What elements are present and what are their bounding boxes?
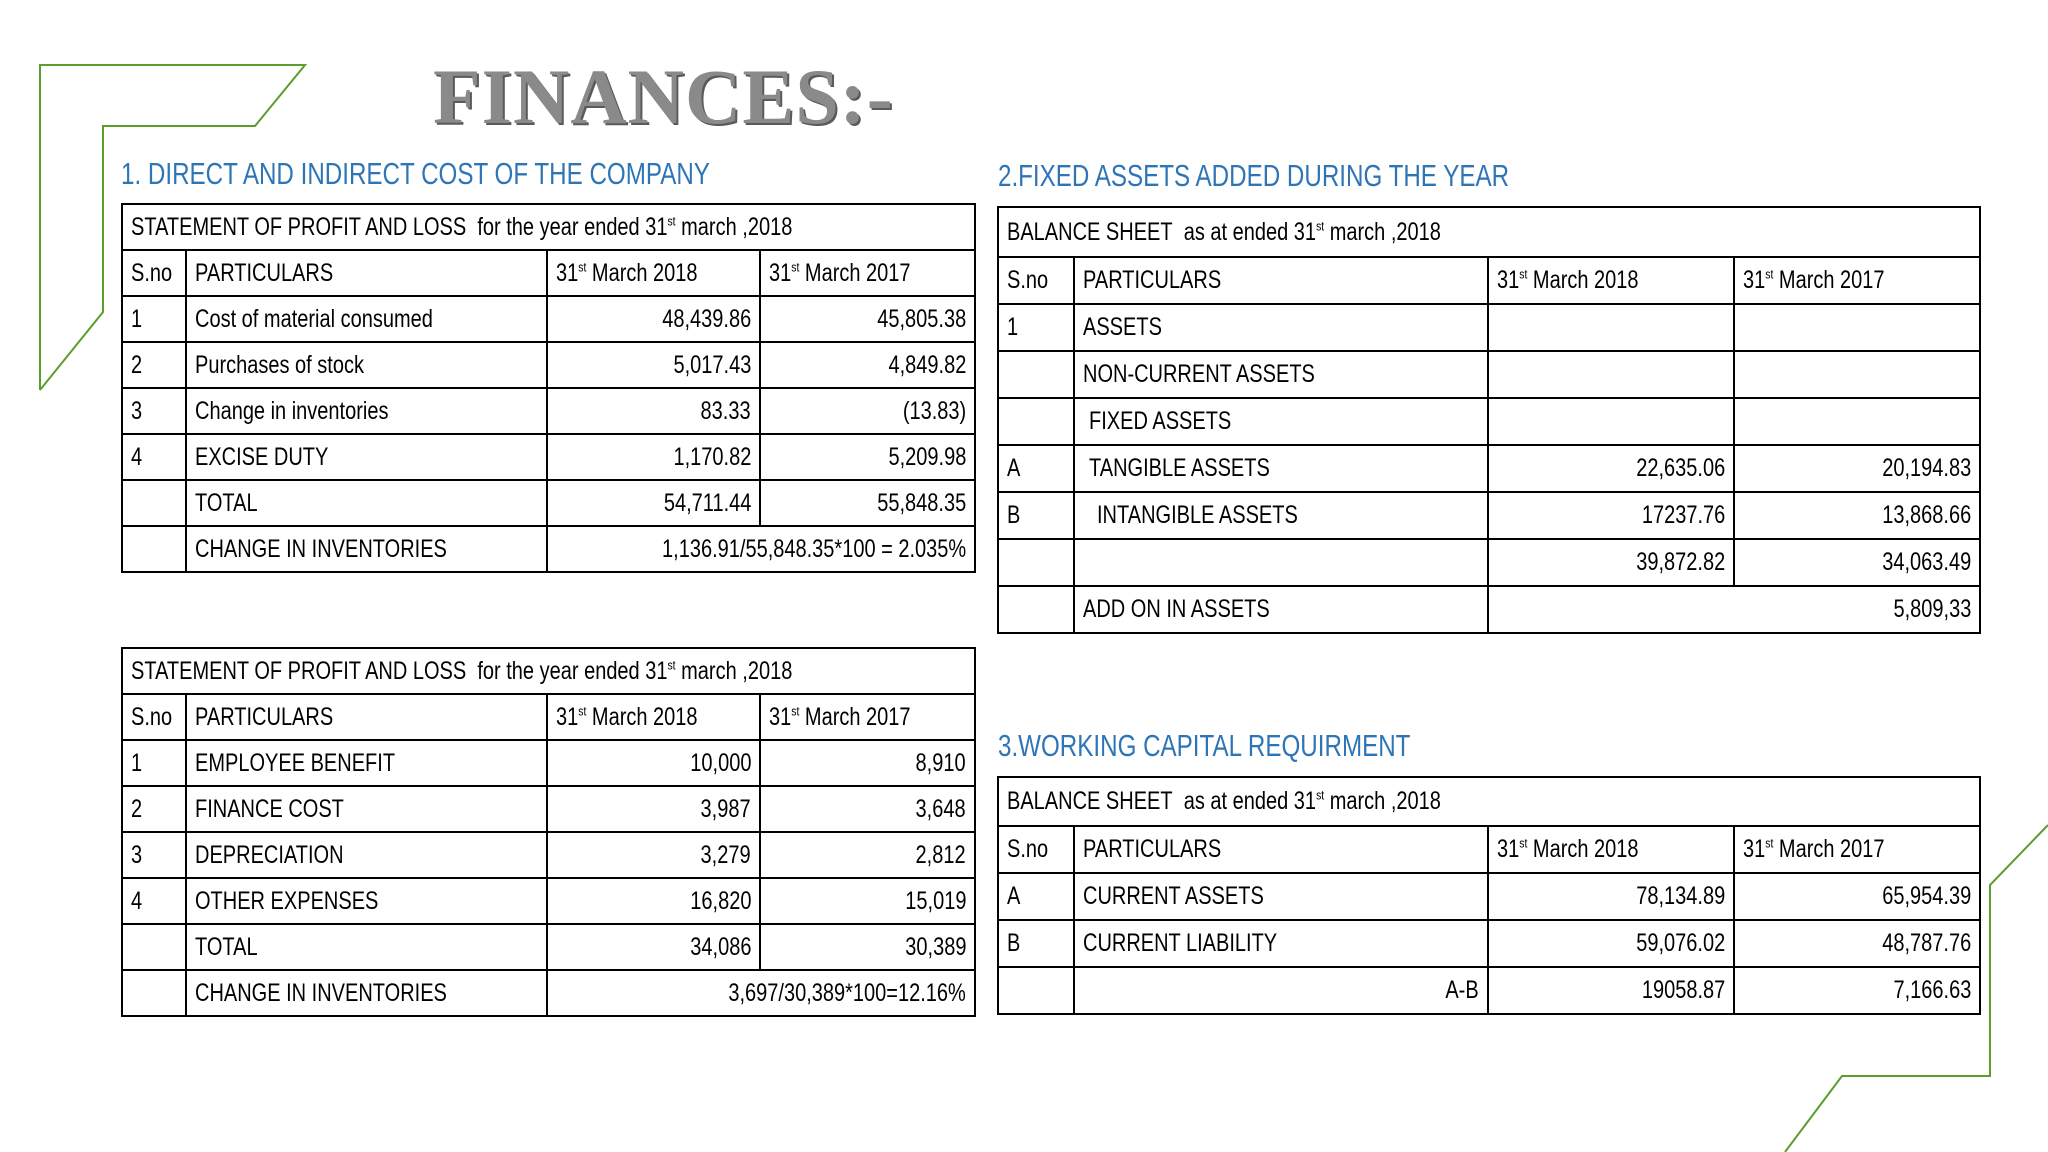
table-row: 1 ASSETS bbox=[998, 304, 1980, 351]
header-sno: S.no bbox=[998, 257, 1074, 304]
header-sno: S.no bbox=[122, 694, 186, 740]
table-caption: BALANCE SHEET as at ended 31st march ,2018 bbox=[998, 207, 1980, 257]
table-row: 4 EXCISE DUTY 1,170.82 5,209.98 bbox=[122, 434, 975, 480]
table-row: 1 Cost of material consumed 48,439.86 45,805.38 bbox=[122, 296, 975, 342]
table-row-total: 39,872.82 34,063.49 bbox=[998, 539, 1980, 586]
table-caption: STATEMENT OF PROFIT AND LOSS for the year ended 31st march ,2018 bbox=[122, 204, 975, 250]
table-row: 2 Purchases of stock 5,017.43 4,849.82 bbox=[122, 342, 975, 388]
table-caption: STATEMENT OF PROFIT AND LOSS for the year ended 31st march ,2018 bbox=[122, 648, 975, 694]
table-row: 3 DEPRECIATION 3,279 2,812 bbox=[122, 832, 975, 878]
section-2-heading: 2.FIXED ASSETS ADDED DURING THE YEAR bbox=[998, 158, 1510, 193]
header-particulars: PARTICULARS bbox=[186, 694, 547, 740]
profit-loss-table-2 bbox=[121, 647, 976, 1017]
header-2018: 31st March 2018 bbox=[1488, 257, 1734, 304]
table-row: 2 FINANCE COST 3,987 3,648 bbox=[122, 786, 975, 832]
header-2017: 31st March 2017 bbox=[1734, 826, 1980, 873]
header-2017: 31st March 2017 bbox=[760, 250, 975, 296]
fixed-assets-table bbox=[997, 206, 1981, 634]
header-sno: S.no bbox=[998, 826, 1074, 873]
header-2017: 31st March 2017 bbox=[760, 694, 975, 740]
table-row: 1 EMPLOYEE BENEFIT 10,000 8,910 bbox=[122, 740, 975, 786]
table-row-addon: ADD ON IN ASSETS 5,809,33 bbox=[998, 586, 1980, 633]
table-row: 4 OTHER EXPENSES 16,820 15,019 bbox=[122, 878, 975, 924]
page-title: FINANCES:- bbox=[433, 53, 894, 140]
table-row: A CURRENT ASSETS 78,134.89 65,954.39 bbox=[998, 873, 1980, 920]
header-sno: S.no bbox=[122, 250, 186, 296]
section-1-heading: 1. DIRECT AND INDIRECT COST OF THE COMPANY bbox=[121, 156, 710, 191]
header-particulars: PARTICULARS bbox=[1074, 826, 1488, 873]
header-2018: 31st March 2018 bbox=[547, 694, 760, 740]
table-row: 3 Change in inventories 83.33 (13.83) bbox=[122, 388, 975, 434]
header-2017: 31st March 2017 bbox=[1734, 257, 1980, 304]
header-2018: 31st March 2018 bbox=[547, 250, 760, 296]
table-row-change: CHANGE IN INVENTORIES 3,697/30,389*100=12.16% bbox=[122, 970, 975, 1016]
table-row: FIXED ASSETS bbox=[998, 398, 1980, 445]
table-row: A TANGIBLE ASSETS 22,635.06 20,194.83 bbox=[998, 445, 1980, 492]
table-caption: BALANCE SHEET as at ended 31st march ,2018 bbox=[998, 777, 1980, 826]
table-row-change: CHANGE IN INVENTORIES 1,136.91/55,848.35*100 = 2.035% bbox=[122, 526, 975, 572]
header-2018: 31st March 2018 bbox=[1488, 826, 1734, 873]
header-particulars: PARTICULARS bbox=[186, 250, 547, 296]
table-row-total: TOTAL 54,711.44 55,848.35 bbox=[122, 480, 975, 526]
working-capital-table bbox=[997, 776, 1981, 1015]
header-particulars: PARTICULARS bbox=[1074, 257, 1488, 304]
section-3-heading: 3.WORKING CAPITAL REQUIRMENT bbox=[998, 728, 1411, 763]
table-row: B INTANGIBLE ASSETS 17237.76 13,868.66 bbox=[998, 492, 1980, 539]
table-row-total: TOTAL 34,086 30,389 bbox=[122, 924, 975, 970]
table-row: B CURRENT LIABILITY 59,076.02 48,787.76 bbox=[998, 920, 1980, 967]
table-row-difference: A-B 19058.87 7,166.63 bbox=[998, 967, 1980, 1014]
profit-loss-table-1 bbox=[121, 203, 976, 573]
table-row: NON-CURRENT ASSETS bbox=[998, 351, 1980, 398]
